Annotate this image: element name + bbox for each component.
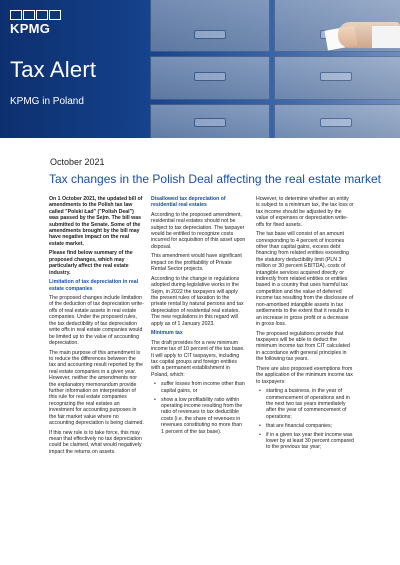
list-item: • if in a given tax year their income was lower by at least 30 percent compared to the previous tax year; [256,432,354,451]
paragraph: If this new rule is to take force, this may mean that effectively no tax depreciation could be claimed, what would negatively impact the returns on assets. [49,429,142,455]
publisher-label: KPMG in Poland [10,96,84,107]
lead-paragraph: On 1 October 2021, the updated bill of amendments to the Polish tax law called "Polski Ład" ("Polish Deal") was passed by the Sejm. The bill was submitted to the Senate. Some of the amendments brought by the bill may have negative impact on the real estate market. [49,196,143,247]
bullet-list [151,381,246,435]
logo-text: KPMG [10,21,51,36]
paragraph: There are also proposed exemptions from the application of the minimum income tax to taxpayers: [256,365,353,385]
section-heading-depreciation: Limitation of tax depreciation in real estate companies [49,279,139,292]
issue-date: October 2021 [50,157,105,167]
publication-title: Tax Alert [10,57,97,82]
kpmg-logo [10,10,64,34]
paragraph: According to the change in regulations adopted during legislative works in the Sejm, in 2022 the taxpayers will apply the present rules of taxation to the private rental by natural persons and tax depreciation of residential real estates. The new regulations in this regard will apply as of 1 January 2023. [151,275,244,327]
logo-boxes-icon [10,10,64,20]
section-heading-minimum-tax: Minimum tax [151,330,183,337]
section-heading-residential: Disallowed tax depreciation of residential real estates [151,196,226,209]
paragraph: This amendment would have significant impact on the profitability of Private Rental Sector projects. [151,253,242,273]
header-banner [0,0,400,138]
bullet-list [256,388,354,451]
paragraph: The proposed changes include limitation of the deduction of tax depreciation write-offs of real estate assets in real estate companies. Under the proposed rules, the tax deductibility of tax depreciation write offs in real estate companies would be limited up to the value of accounting depreciation. [49,295,144,346]
column-2 [151,196,246,438]
paragraph: The draft provides for a new minimum income tax of 10 percent of the tax base. It will apply to CIT taxpayers, including tax capital groups and foreign entities with a permanent establishment in Poland, which: [151,339,245,378]
column-3 [256,196,354,454]
list-item: • starting a business, in the year of commencement of operations and in the next two tax years immediately after the year of commencement of operations; [256,388,354,420]
list-item: • that are financial companies; [256,423,354,429]
article-title: Tax changes in the Polish Deal affecting the real estate market [49,172,381,186]
paragraph: The proposed regulations provide that taxpayers will be able to deduct the minimum income tax from CIT calculated in accordance with general principles in the following tax years. [256,330,350,363]
lead-paragraph-2: Please find below summary of the proposed changes, which may particularly affect the real estate industry. [49,250,133,276]
filing-cabinet-image [150,0,400,138]
paragraph: However, to determine whether an entity is subject to a minimum tax, the tax loss or tax income should be adjusted by the value of expenses or depreciation write-offs for fixed assets. [256,196,354,228]
paragraph: The tax base will consist of an amount corresponding to 4 percent of incomes other than capital gains, excess debt financing from related entities exceeding the statutory deductibility limit (PLN 3 million or 30 percent EBITDA), costs of intangible services acquired directly or indirectly from related entities or entities based in a country that uses harmful tax competition and the value of deferred income tax resulting from the disclosure of non-amortised intangible assets in tax settlements to the extent that it results in an increase in gross profit or a decrease in gross loss. [256,231,354,327]
column-1 [49,196,144,458]
paragraph: According to the proposed amendment, residential real estates should not be subject to tax depreciation. The taxpayer would be entitled to recognize costs incurred for acquisition of this asset upon disposal. [151,211,246,250]
shirt-cuff-image [372,26,400,48]
list-item: • show a low profitability ratio within operating income resulting from the ratio of revenues to tax deductible costs (i.e. the share of revenues in revenues constituting no more than 1 percent of the tax base). [151,397,246,435]
paragraph: The main purpose of this amendment is to reduce the differences between the tax and accounting result reported by the real estate companies in a given year. However, neither the amendments nor the explanatory memorandum provide further information on interpretation of this rule for real estate companies recognizing the real estates an investment for accounting purposes in the fair market value where no accounting depreciation is being claimed. [49,349,144,426]
list-item: • suffer losses from income other than capital gains, or [151,381,246,394]
